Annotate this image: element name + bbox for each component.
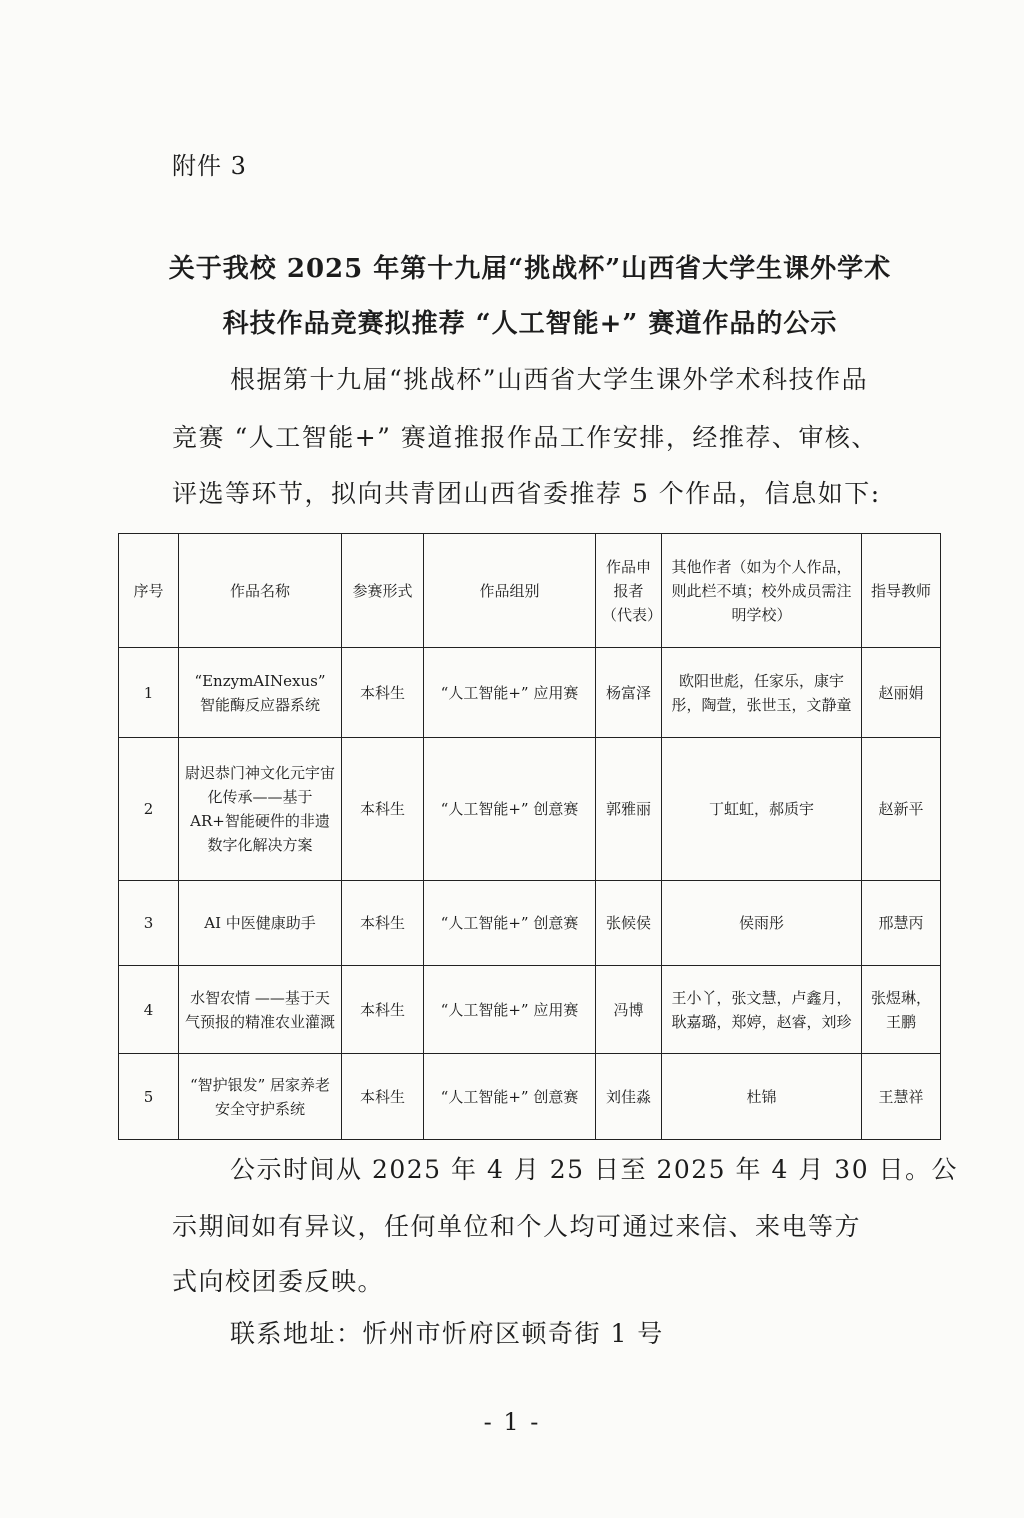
cell-index: 2 xyxy=(119,738,179,881)
header-name: 作品名称 xyxy=(179,534,342,648)
cell-others: 侯雨彤 xyxy=(662,881,862,966)
cell-index: 3 xyxy=(119,881,179,966)
cell-form: 本科生 xyxy=(342,881,424,966)
attachment-label: 附件 3 xyxy=(172,152,247,180)
cell-group: “人工智能+” 应用赛 xyxy=(424,648,596,738)
cell-name: “智护银发” 居家养老安全守护系统 xyxy=(179,1054,342,1140)
notice-line-1: 公示时间从 2025 年 4 月 25 日至 2025 年 4 月 30 日。公 xyxy=(230,1155,959,1184)
table-row xyxy=(119,966,941,1054)
table-row xyxy=(119,1054,941,1140)
table-header-row xyxy=(119,534,941,648)
cell-advisor: 赵丽娟 xyxy=(862,648,941,738)
cell-name: “EnzymAINexus” 智能酶反应器系统 xyxy=(179,648,342,738)
cell-applicant: 冯博 xyxy=(596,966,662,1054)
cell-others: 丁虹虹，郝质宇 xyxy=(662,738,862,881)
intro-line-1: 根据第十九届“挑战杯”山西省大学生课外学术科技作品 xyxy=(230,365,869,394)
cell-advisor: 王慧祥 xyxy=(862,1054,941,1140)
cell-name: 水智农情 ——基于天气预报的精准农业灌溉 xyxy=(179,966,342,1054)
title-line-2: 科技作品竞赛拟推荐 “人工智能+” 赛道作品的公示 xyxy=(222,309,838,339)
intro-line-2: 竞赛 “人工智能+” 赛道推报作品工作安排，经推荐、审核、 xyxy=(172,423,878,452)
header-others: 其他作者（如为个人作品，则此栏不填；校外成员需注明学校） xyxy=(662,534,862,648)
cell-group: “人工智能+” 创意赛 xyxy=(424,881,596,966)
cell-others: 杜锦 xyxy=(662,1054,862,1140)
contact-address: 联系地址：忻州市忻府区顿奇街 1 号 xyxy=(230,1319,664,1348)
cell-index: 1 xyxy=(119,648,179,738)
header-applicant: 作品申报者（代表） xyxy=(596,534,662,648)
cell-form: 本科生 xyxy=(342,966,424,1054)
cell-advisor: 赵新平 xyxy=(862,738,941,881)
table-row xyxy=(119,881,941,966)
cell-name: 尉迟恭门神文化元宇宙化传承——基于 AR+智能硬件的非遗数字化解决方案 xyxy=(179,738,342,881)
cell-applicant: 刘佳淼 xyxy=(596,1054,662,1140)
cell-group: “人工智能+” 创意赛 xyxy=(424,1054,596,1140)
notice-line-2: 示期间如有异议，任何单位和个人均可通过来信、来电等方 xyxy=(172,1212,862,1241)
cell-others: 欧阳世彪，任家乐，康宇彤，陶萱，张世玉，文静童 xyxy=(662,648,862,738)
cell-form: 本科生 xyxy=(342,648,424,738)
cell-applicant: 张候侯 xyxy=(596,881,662,966)
header-advisor: 指导教师 xyxy=(862,534,941,648)
table-row xyxy=(119,738,941,881)
cell-applicant: 郭雅丽 xyxy=(596,738,662,881)
header-index: 序号 xyxy=(119,534,179,648)
recommendation-table xyxy=(118,533,941,1140)
header-form: 参赛形式 xyxy=(342,534,424,648)
cell-index: 4 xyxy=(119,966,179,1054)
intro-line-3: 评选等环节，拟向共青团山西省委推荐 5 个作品，信息如下: xyxy=(172,479,881,508)
cell-advisor: 张煜琳，王鹏 xyxy=(862,966,941,1054)
cell-applicant: 杨富泽 xyxy=(596,648,662,738)
cell-group: “人工智能+” 创意赛 xyxy=(424,738,596,881)
cell-form: 本科生 xyxy=(342,1054,424,1140)
table-row xyxy=(119,648,941,738)
cell-group: “人工智能+” 应用赛 xyxy=(424,966,596,1054)
cell-others: 王小丫，张文慧，卢鑫月，耿嘉璐，郑婷，赵睿，刘珍 xyxy=(662,966,862,1054)
title-line-1: 关于我校 2025 年第十九届“挑战杯”山西省大学生课外学术 xyxy=(168,254,892,284)
notice-line-3: 式向校团委反映。 xyxy=(172,1267,385,1296)
cell-advisor: 邢慧丙 xyxy=(862,881,941,966)
cell-index: 5 xyxy=(119,1054,179,1140)
cell-form: 本科生 xyxy=(342,738,424,881)
cell-name: AI 中医健康助手 xyxy=(179,881,342,966)
page-number: - 1 - xyxy=(483,1408,541,1436)
header-group: 作品组别 xyxy=(424,534,596,648)
